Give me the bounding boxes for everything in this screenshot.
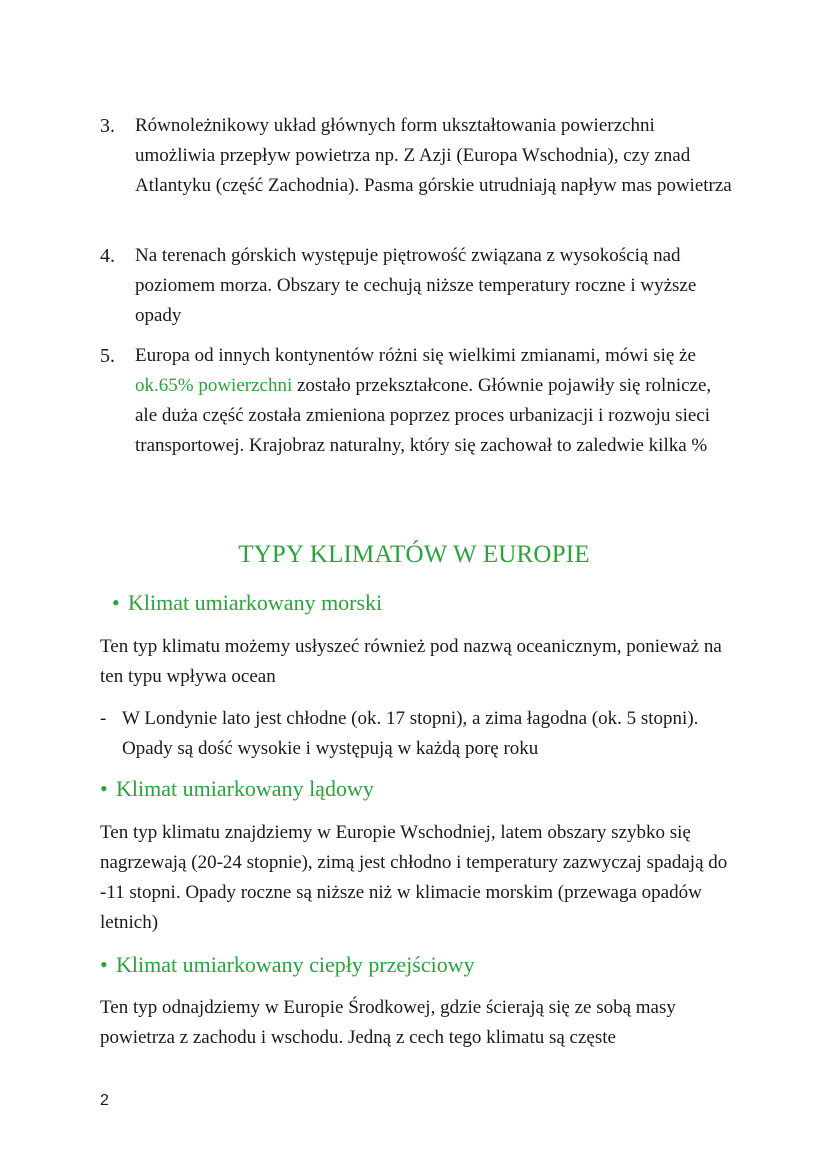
list-item-text: Równoleżnikowy układ głównych form ukształtowania powierzchni umożliwia przepływ powietrza np. Z Azji (Europa Wschodnia), czy znad Atlantyku (część Zachodnia). Pasma górskie utrudniają napływ mas powietrza bbox=[135, 115, 732, 196]
climate-paragraph-continental: Ten typ klimatu znajdziemy w Europie Wschodniej, latem obszary szybko się nagrzewają (20-24 stopnie), zimą jest chłodno i temperatury zazwyczaj spadają do -11 stopni. Opady roczne są niższe niż w klimacie morskim (przewaga opadów letnich) bbox=[100, 822, 728, 933]
bullet-icon: • bbox=[112, 590, 120, 615]
list-number: 3. bbox=[100, 115, 115, 137]
dash-item-text: W Londynie lato jest chłodne (ok. 17 stopni), a zima łagodna (ok. 5 stopni). Opady są dość wysokie i występują w każdą porę roku bbox=[122, 708, 699, 759]
list-item-3 bbox=[100, 111, 740, 231]
list-item-5 bbox=[100, 341, 740, 491]
climate-paragraph-transitional: Ten typ odnajdziemy w Europie Środkowej, gdzie ścierają się ze sobą masy powietrza z zachodu i wschodu. Jedną z cech tego klimatu są częste bbox=[100, 997, 676, 1048]
climate-heading-transitional bbox=[100, 952, 475, 978]
section-title: TYPY KLIMATÓW W EUROPIE bbox=[238, 541, 590, 568]
list-item-4 bbox=[100, 241, 740, 331]
list-number: 4. bbox=[100, 245, 115, 267]
dash-marker: - bbox=[100, 708, 107, 729]
dash-list-item bbox=[100, 704, 740, 764]
climate-heading-marine bbox=[112, 590, 382, 616]
list-item-text-end: zostało przekształcone. Głównie pojawiły się rolnicze, ale duża część została zmieniona poprzez proces urbanizacji i rozwoju sieci transportowej. Krajobraz naturalny, który się zachował to zaledwie kilka % bbox=[135, 375, 712, 456]
list-item-text-start: Europa od innych kontynentów różni się wielkimi zmianami, mówi się że bbox=[135, 345, 696, 366]
climate-heading-text: Klimat umiarkowany lądowy bbox=[116, 776, 374, 801]
climate-paragraph-marine: Ten typ klimatu możemy usłyszeć również pod nazwą oceanicznym, ponieważ na ten typu wpływa ocean bbox=[100, 636, 722, 687]
list-item-text: Na terenach górskich występuje piętrowość związana z wysokością nad poziomem morza. Obszary te cechują niższe temperatury roczne i wyższe opady bbox=[135, 245, 697, 326]
page-number: 2 bbox=[100, 1092, 109, 1109]
list-item-text bbox=[135, 341, 735, 461]
climate-heading-continental bbox=[100, 776, 374, 802]
climate-heading-text: Klimat umiarkowany morski bbox=[128, 590, 383, 615]
climate-heading-text: Klimat umiarkowany ciepły przejściowy bbox=[116, 952, 475, 977]
highlighted-text: ok.65% powierzchni bbox=[135, 375, 293, 396]
bullet-icon: • bbox=[100, 776, 108, 801]
list-number: 5. bbox=[100, 345, 115, 367]
bullet-icon: • bbox=[100, 952, 108, 977]
